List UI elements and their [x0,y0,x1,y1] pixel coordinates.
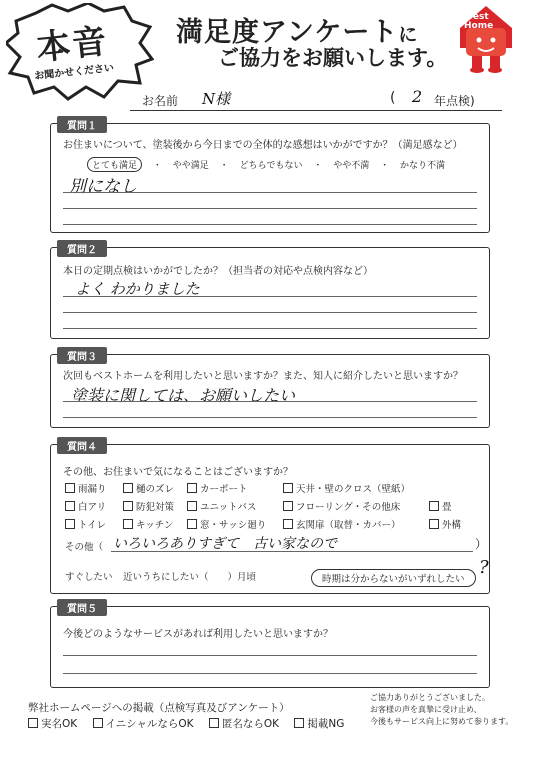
concern-checkbox[interactable]: ユニットバス [187,499,256,513]
option-somewhat-satisfied[interactable]: やや満足 [172,161,209,171]
other-answer[interactable]: いろいろありすぎて 古い家なので [113,536,337,552]
other-label: その他（ [65,542,104,553]
question-2-text: 本日の定期点検はいかがでしたか？（担当者の対応や点検内容など） [63,266,373,277]
consent-anonymous[interactable]: 匿名ならOK [209,718,279,730]
concern-checkbox[interactable]: 白アリ [65,499,106,513]
concern-checkbox[interactable]: 玄関扉（取替・カバー） [283,517,401,531]
timing-asap[interactable]: すぐしたい [65,572,113,583]
option-separator: ・ [380,161,390,171]
concern-checkbox[interactable]: 樋のズレ [123,481,174,495]
badge-main-text: 本音 [34,21,111,69]
question-4-text: その他、お住まいで気になることはございますか？ [63,467,293,478]
question-5-text: 今後どのようなサービスがあれば利用したいと思いますか？ [63,629,333,640]
other-close: ） [475,537,488,551]
option-neutral[interactable]: どちらでもない [239,161,303,171]
name-row [130,88,502,111]
question-1-answer[interactable]: 別になし [69,177,137,197]
question-4-box [50,444,490,594]
question-2-tab: 質問２ [57,240,107,257]
title-main: 満足度アンケート [176,17,399,48]
option-very-satisfied[interactable]: とても満足 [87,157,142,172]
concern-checkbox[interactable]: トイレ [65,517,106,531]
answer-line [63,192,477,193]
answer-line [63,224,477,225]
concern-checkbox[interactable]: カーポート [187,481,248,495]
paren-open: ( [390,90,396,106]
answer-line [63,401,477,402]
satisfaction-options [87,157,445,172]
name-label: お名前 [142,94,179,108]
question-5-tab: 質問５ [57,599,107,616]
question-1-box [50,123,490,233]
answer-line [63,296,477,297]
question-3-text: 次回もベストホームを利用したいと思いますか？また、知人に紹介したいと思いますか？ [63,371,463,382]
thanks-line: 今後もサービス向上に努めて参ります。 [370,717,514,726]
name-value[interactable]: N様 [202,90,231,108]
consent-real-name[interactable]: 実名OK [28,718,77,730]
option-separator: ・ [219,161,229,171]
question-2-box [50,247,490,339]
consent-initials[interactable]: イニシャルならOK [93,718,194,730]
question-3-answer[interactable]: 塗装に関しては、お願いしたい [71,386,296,405]
consent-no-post[interactable]: 掲載NG [294,718,344,730]
consent-options [28,716,344,731]
best-home-logo [458,4,514,74]
answer-line [63,417,477,418]
concern-checkbox[interactable]: 窓・サッシ廻り [187,517,266,531]
honne-badge [6,3,154,101]
option-very-dissatisfied[interactable]: かなり不満 [400,161,446,171]
question-1-tab: 質問１ [57,116,107,133]
concern-checkbox[interactable]: 外構 [429,517,461,531]
thanks-line: お客様の声を真摯に受け止め、 [370,705,482,714]
concern-checkbox[interactable]: 雨漏り [65,481,107,495]
concern-checkbox[interactable]: 防犯対策 [123,499,174,513]
concern-checkbox[interactable]: 畳 [429,499,452,513]
logo-text-best: Best [466,12,489,22]
years-label: 年点検) [434,94,475,108]
option-somewhat-dissatisfied[interactable]: やや不満 [333,161,370,171]
answer-line [63,328,477,329]
option-separator: ・ [152,161,162,171]
consent-title: 弊社ホームページへの掲載（点検写真及びアンケート） [28,702,290,714]
concern-checkbox[interactable]: キッチン [123,517,173,531]
concern-checkbox[interactable]: フローリング・その他床 [283,499,400,513]
logo-text-home: Home [464,21,494,31]
answer-line [63,312,477,313]
title-particle: に [398,24,419,46]
handwritten-question-mark: ? [479,557,489,578]
question-3-tab: 質問３ [57,347,107,364]
question-1-text: お住まいについて、塗装後から今日までの全体的な感想はいかがですか？（満足感など） [63,140,463,151]
timing-someday[interactable]: 時期は分からないがいずれしたい [311,569,476,587]
page-subtitle: ご協力をお願いします。 [218,46,448,70]
option-separator: ・ [313,161,323,171]
question-5-box [50,606,490,688]
answer-line [63,673,477,674]
question-4-tab: 質問４ [57,437,107,454]
thanks-line: ご協力ありがとうございました。 [370,693,490,702]
timing-soon[interactable]: 近いうちにしたい（ ）月頃 [123,572,257,583]
answer-line [63,208,477,209]
question-2-answer[interactable]: よく わかりました [75,280,200,298]
question-3-box [50,354,490,428]
other-line [111,551,473,552]
thanks-message [370,692,513,728]
answer-line [63,655,477,656]
badge-sub-text: お聞かせください [33,62,115,83]
years-value[interactable]: 2 [412,87,423,106]
concern-checkbox[interactable]: 天井・壁のクロス（壁紙） [283,481,410,495]
